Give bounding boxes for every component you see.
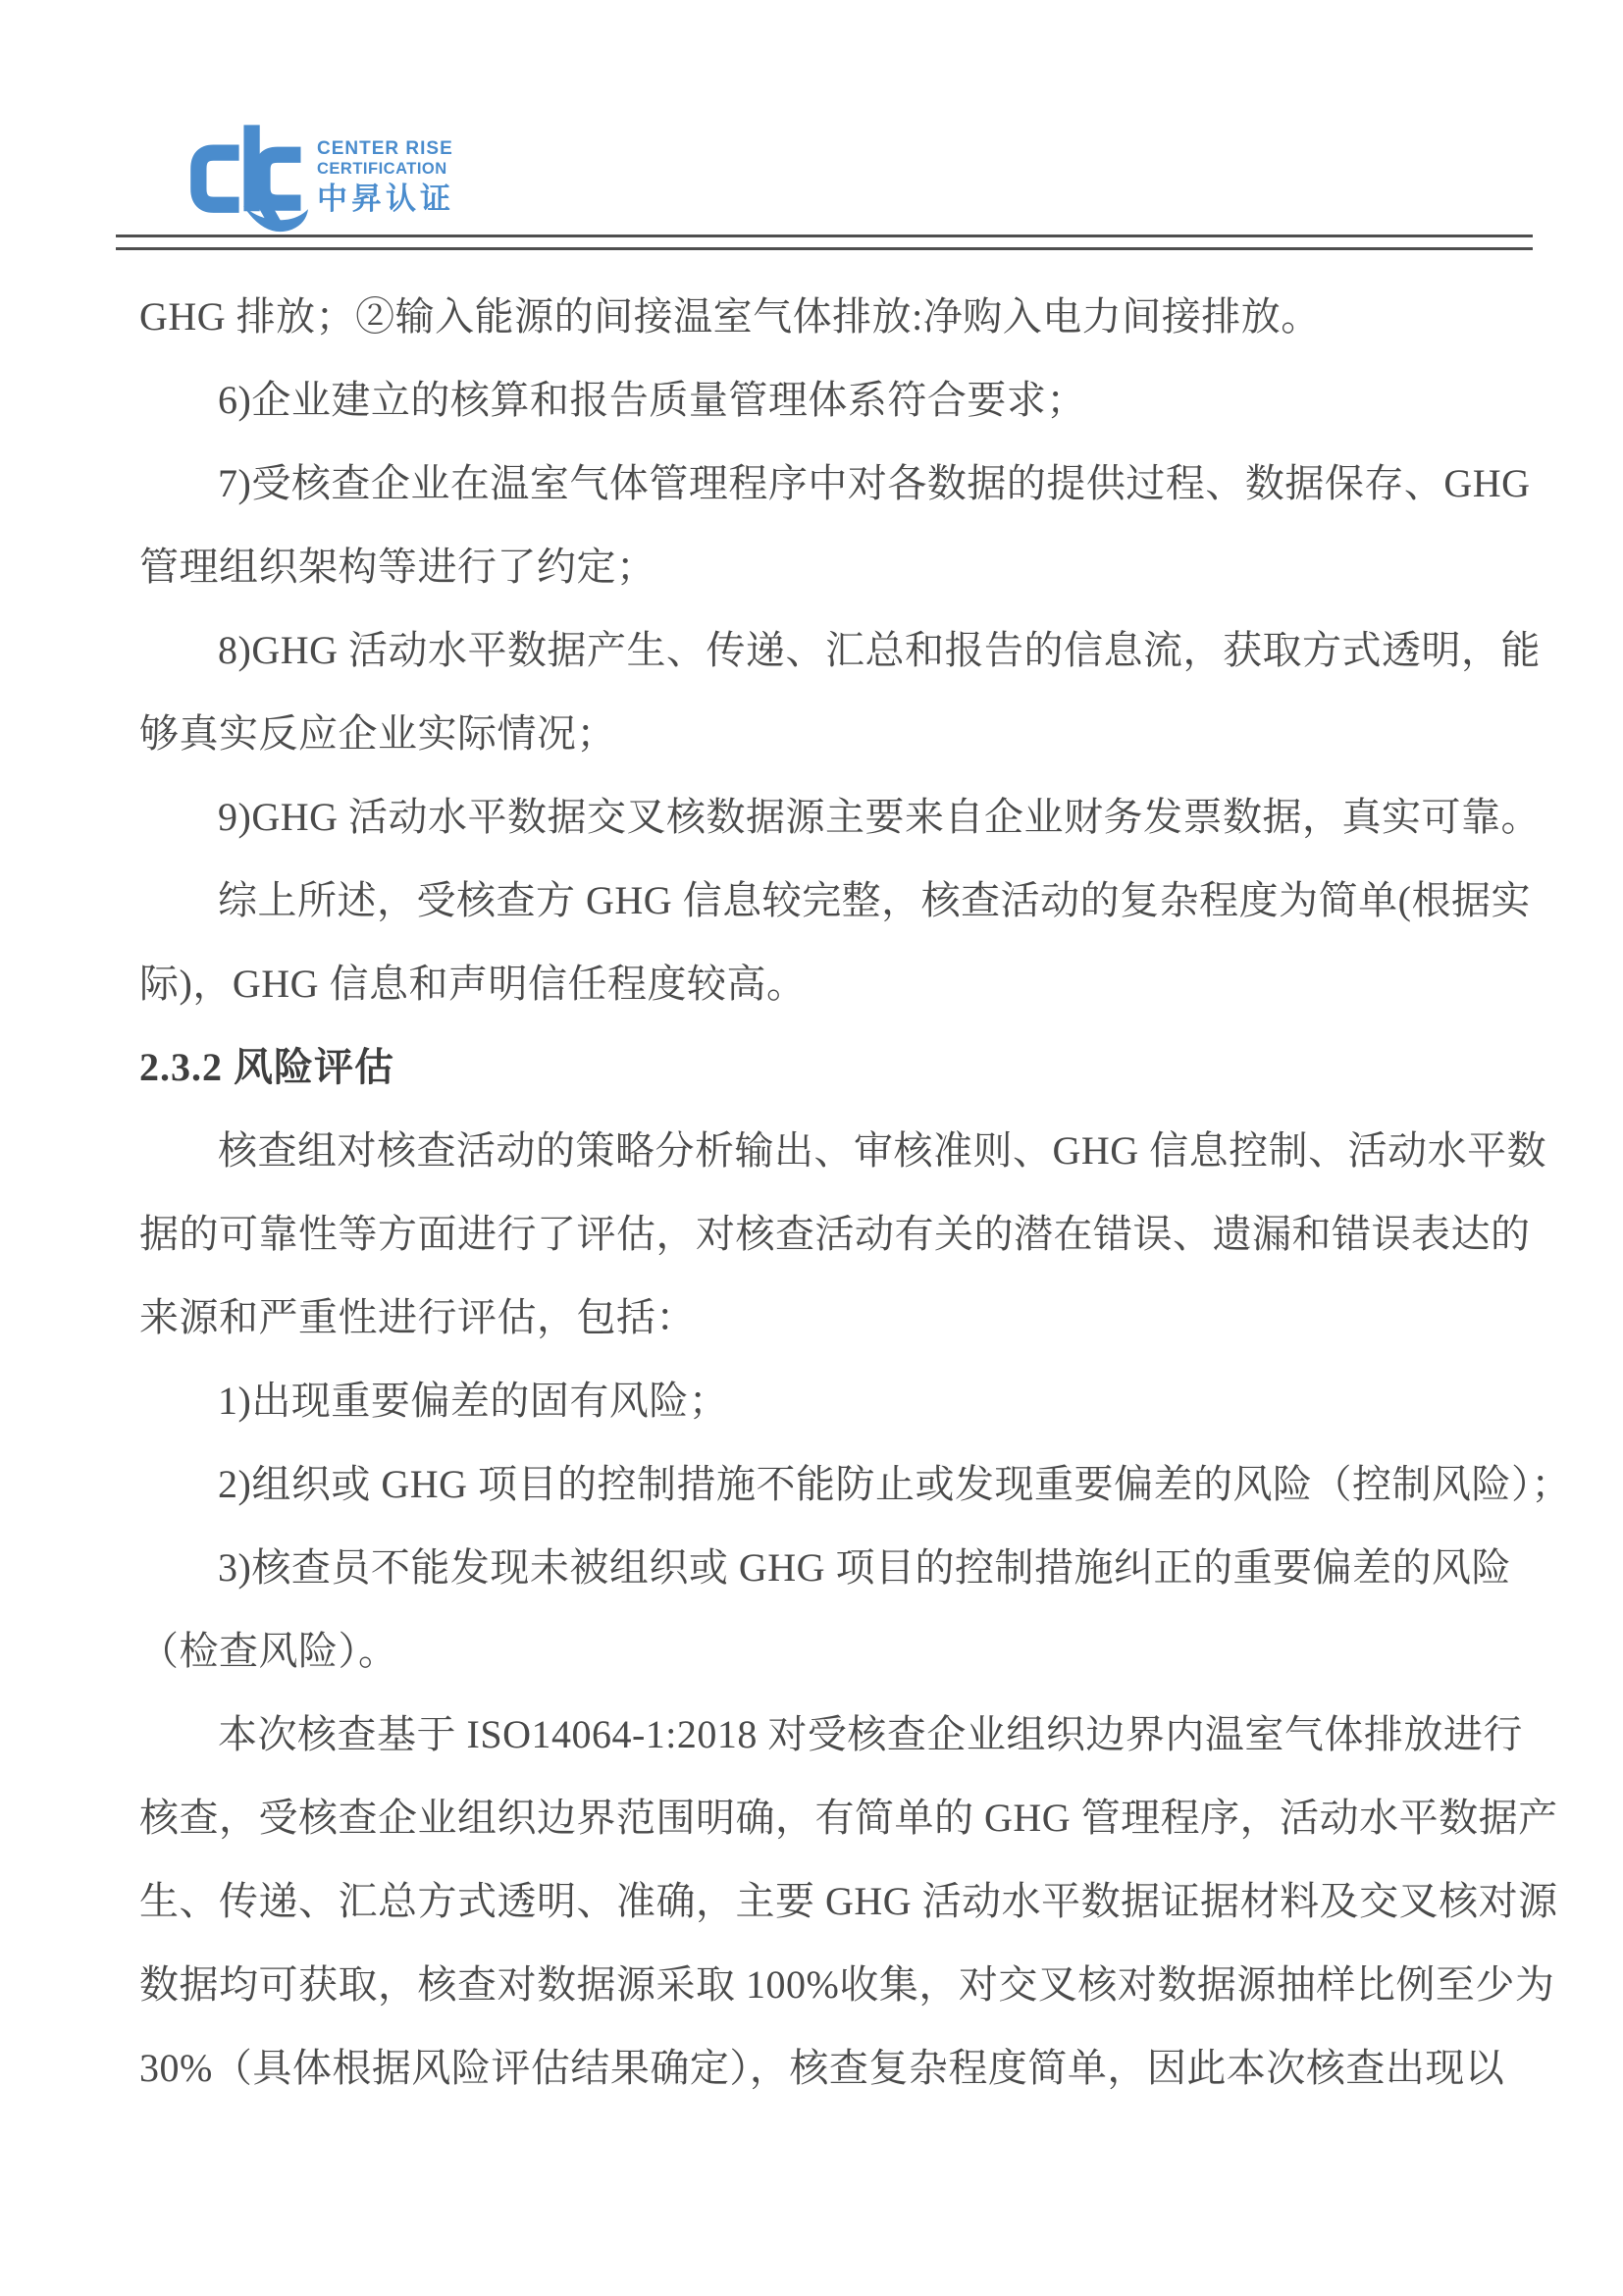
text-line: GHG 排放；②输入能源的间接温室气体排放:净购入电力间接排放。: [139, 294, 1321, 339]
logo-text-block: [317, 120, 454, 214]
text-line: 来源和严重性进行评估，包括：: [139, 1295, 696, 1339]
text-line: 8)GHG 活动水平数据产生、传递、汇总和报告的信息流，获取方式透明，能: [218, 628, 1541, 672]
crc-monogram-icon: [180, 120, 309, 239]
text-line: 际)，GHG 信息和声明信任程度较高。: [139, 962, 807, 1006]
text-line: 生、传递、汇总方式透明、准确，主要 GHG 活动水平数据证据材料及交叉核对源: [139, 1879, 1558, 1923]
document-body: [139, 275, 1571, 2110]
text-line: （检查风险）。: [139, 1629, 398, 1673]
text-line: 综上所述，受核查方 GHG 信息较完整，核查活动的复杂程度为简单(根据实: [218, 878, 1531, 922]
text-line: 本次核查基于 ISO14064-1:2018 对受核查企业组织边界内温室气体排放进行: [218, 1712, 1523, 1756]
text-line: 30%（具体根据风险评估结果确定），核查复杂程度简单，因此本次核查出现以: [139, 2046, 1505, 2090]
header-divider: [116, 235, 1533, 250]
brand-name-en-line1: CENTER RISE: [317, 138, 453, 159]
brand-name-cn: 中昇认证: [317, 181, 454, 216]
text-line: 2)组织或 GHG 项目的控制措施不能防止或发现重要偏差的风险（控制风险）；: [218, 1462, 1571, 1506]
text-line: 够真实反应企业实际情况；: [139, 711, 616, 756]
section-heading: 2.3.2 风险评估: [139, 1045, 394, 1089]
text-line: 核查组对核查活动的策略分析输出、审核准则、GHG 信息控制、活动水平数: [218, 1128, 1547, 1173]
brand-name-en-line2: CERTIFICATION: [317, 160, 447, 178]
text-line: 管理组织架构等进行了约定；: [139, 545, 656, 589]
text-line: 1)出现重要偏差的固有风险；: [218, 1379, 729, 1423]
company-logo: [180, 120, 454, 239]
text-line: 7)受核查企业在温室气体管理程序中对各数据的提供过程、数据保存、GHG: [218, 461, 1531, 505]
text-line: 数据均可获取，核查对数据源采取 100%收集，对交叉核对数据源抽样比例至少为: [139, 1962, 1555, 2007]
text-line: 据的可靠性等方面进行了评估，对核查活动有关的潜在错误、遗漏和错误表达的: [139, 1212, 1531, 1256]
text-line: 9)GHG 活动水平数据交叉核数据源主要来自企业财务发票数据，真实可靠。: [218, 795, 1541, 839]
text-line: 核查，受核查企业组织边界范围明确，有简单的 GHG 管理程序，活动水平数据产: [139, 1796, 1558, 1840]
text-line: 6)企业建立的核算和报告质量管理体系符合要求；: [218, 378, 1086, 422]
text-line: 3)核查员不能发现未被组织或 GHG 项目的控制措施纠正的重要偏差的风险: [218, 1545, 1511, 1590]
